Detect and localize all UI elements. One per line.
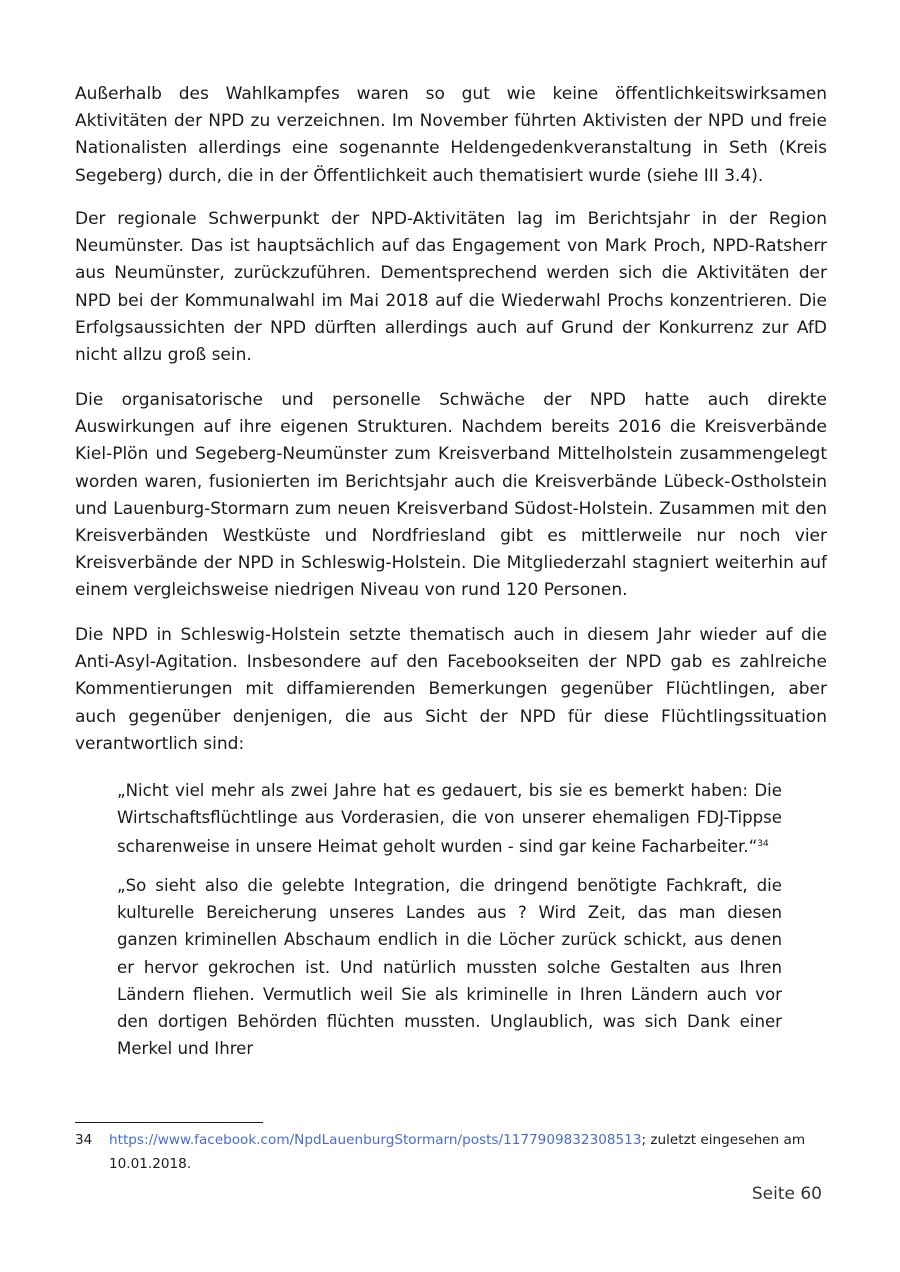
footnote-reference[interactable]: 34	[757, 839, 769, 850]
quote-1-body: „Nicht viel mehr als zwei Jahre hat es gedauert, bis sie es bemerkt haben: Die Wirtschaftsflüchtlinge aus Vorderasien, die von unserer ehemaligen FDJ-Tippse scharenweise in unsere Heimat geholt wurden - sind gar keine Facharbeiter.“	[117, 781, 782, 857]
footnote-suffix: ; zuletzt eingesehen am 10.01.2018.	[109, 1132, 806, 1172]
page-number: Seite 60	[751, 1184, 822, 1204]
paragraph-1	[75, 81, 827, 190]
footnote-number: 34	[75, 1132, 93, 1148]
footnote-link[interactable]: https://www.facebook.com/NpdLauenburgStormarn/posts/1177909832308513	[109, 1132, 642, 1148]
paragraph-2	[75, 206, 827, 369]
paragraph-3	[75, 387, 827, 605]
block-quote-1-text	[117, 777, 782, 861]
block-quote-1	[117, 777, 782, 861]
block-quote-2	[117, 872, 782, 1062]
block-quote-2-text: „So sieht also die gelebte Integration, die dringend benötigte Fachkraft, die kulturelle Bereicherung unseres Landes aus ? Wird Zeit, das man diesen ganzen kriminellen Abschaum endlich in die Löcher zurück schickt, aus denen er hervor gekrochen ist. Und natürlich mussten solche Gestalten aus Ihren Ländern fliehen. Vermutlich weil Sie als kriminelle in Ihren Ländern auch vor den dortigen Behörden flüchten mussten. Unglaublich, was sich Dank einer Merkel und Ihrer	[117, 876, 782, 1059]
paragraph-2-text: Der regionale Schwerpunkt der NPD-Aktivitäten lag im Berichtsjahr in der Region Neumünster. Das ist hauptsächlich auf das Engagement von Mark Proch, NPD-Ratsherr aus Neumünster, zurückzuführen. Dementsprechend werden sich die Aktivitäten der NPD bei der Kommunalwahl im Mai 2018 auf die Wiederwahl Prochs konzentrieren. Die Erfolgsaussichten der NPD dürften allerdings auch auf Grund der Konkurrenz zur AfD nicht allzu groß sein.	[75, 209, 827, 366]
footnote-separator	[75, 1122, 263, 1123]
paragraph-1-text: Außerhalb des Wahlkampfes waren so gut wie keine öffentlichkeitswirksamen Aktivitäten der NPD zu verzeichnen. Im November führten Aktivisten der NPD und freie Nationalisten allerdings eine sogenannte Heldengedenkveranstaltung in Seth (Kreis Segeberg) durch, die in der Öffentlichkeit auch thematisiert wurde (siehe III 3.4).	[75, 84, 827, 186]
footnote-body	[109, 1128, 835, 1176]
paragraph-4	[75, 622, 827, 758]
paragraph-3-text: Die organisatorische und personelle Schwäche der NPD hatte auch direkte Auswirkungen auf ihre eigenen Strukturen. Nachdem bereits 2016 die Kreisverbände Kiel-Plön und Segeberg-Neumünster zum Kreisverband Mittelholstein zusammengelegt worden waren, fusionierten im Berichtsjahr auch die Kreisverbände Lübeck-Ostholstein und Lauenburg-Stormarn zum neuen Kreisverband Südost-Holstein. Zusammen mit den Kreisverbänden Westküste und Nordfriesland gibt es mittlerweile nur noch vier Kreisverbände der NPD in Schleswig-Holstein. Die Mitgliederzahl stagniert weiterhin auf einem vergleichsweise niedrigen Niveau von rund 120 Personen.	[75, 390, 827, 601]
paragraph-4-text: Die NPD in Schleswig-Holstein setzte thematisch auch in diesem Jahr wieder auf die Anti-Asyl-Agitation. Insbesondere auf den Facebookseiten der NPD gab es zahlreiche Kommentierungen mit diffamierenden Bemerkungen gegenüber Flüchtlingen, aber auch gegenüber denjenigen, die aus Sicht der NPD für diese Flüchtlingssituation verantwortlich sind:	[75, 625, 827, 754]
